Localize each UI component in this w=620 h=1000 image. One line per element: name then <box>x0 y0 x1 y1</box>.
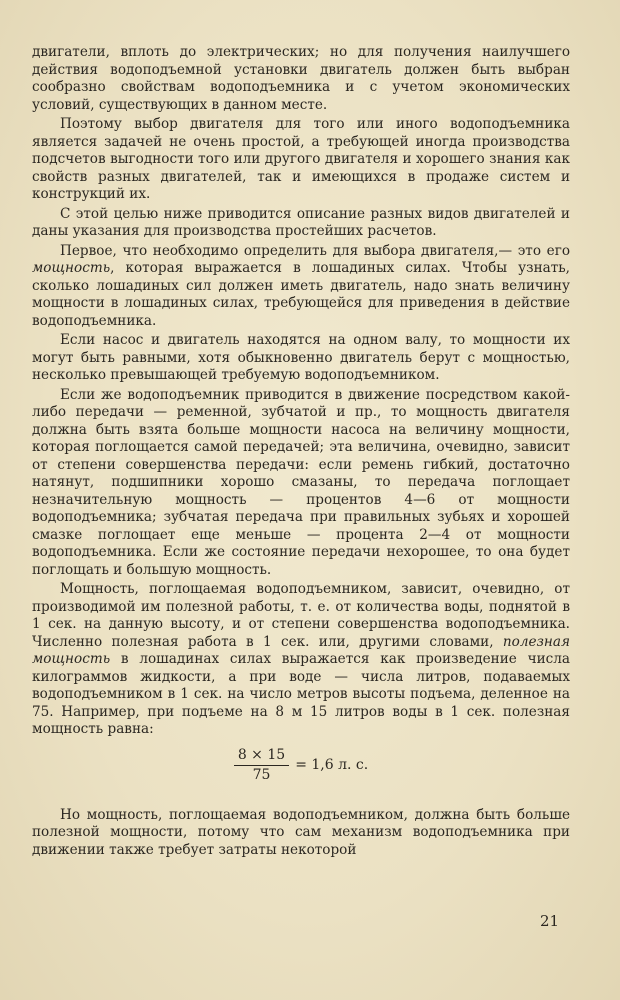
paragraph-8: Но мощность, поглощаемая водоподъемником, должна быть больше полезной мощности, потому что сам механизм водоподъемника при движении также требует затраты некоторой <box>32 806 570 858</box>
paragraph-4-text-end: , которая выражается в лошадиных силах. Чтобы узнать, сколько лошадиных сил должен иметь двигатель, надо знать величину мощности в лошадиных силах, требующейся для приведения в действие водоподъемника. <box>32 260 570 329</box>
formula-numerator: 8 × 15 <box>234 747 289 767</box>
paragraph-7-text-end: в лошадинах силах выражается как произведение числа килограммов жидкости, а при воде — числа литров, подаваемых водоподъемником в 1 сек. на число метров высоты подъема, деленное на 75. Например, при подъеме на 8 м 15 литров воды в 1 сек. полезная мощность равна: <box>32 651 570 737</box>
power-formula <box>32 747 570 785</box>
paragraph-7 <box>32 581 570 739</box>
term-power: мощность <box>32 260 111 276</box>
paragraph-4-text: Первое, что необходимо определить для выбора двигателя,— это его <box>60 242 570 259</box>
paragraph-4 <box>32 243 570 331</box>
paragraph-6: Если же водоподъемник приводится в движение посредством какой-либо передачи — ременной, зубчатой и пр., то мощность двигателя должна быть взята больше мощности насоса на величину мощности, которая поглощается самой передачей; эта величина, очевидно, зависит от степени совершенства передачи: если ремень гибкий, достаточно натянут, подшипники хорошо смазаны, то передача поглощает незначительную мощность — процентов 4—6 от мощности водоподъемника; зубчатая передача при правильных зубьях и хорошей смазке поглощает еще меньше — процента 2—4 от мощности водоподъемника. Если же состояние передачи нехорошее, то она будет поглощать и большую мощность. <box>32 386 570 578</box>
paragraph-2: Поэтому выбор двигателя для того или иного водоподъемника является задачей не очень простой, а требующей иногда производства подсчетов выгодности того или другого двигателя и хорошего знания как свойств разных двигателей, так и имеющихся в продаже систем и конструкций их. <box>32 116 570 202</box>
paragraph-7-text: Мощность, поглощаемая водоподъемником, зависит, очевидно, от производимой им полезной работы, т. е. от количества воды, поднятой в 1 сек. на данную высоту, и от степени совершенства водоподъемника. Численно полезная работа в 1 сек. или, другими словами, <box>32 581 570 650</box>
formula-fraction <box>234 747 289 785</box>
paragraph-1: двигатели, вплоть до электрических; но для получения наилучшего действия водоподъемной установки двигатель должен быть выбран сообразно свойствам водоподъемника и с учетом экономических условий, существующих в данном месте. <box>32 44 570 113</box>
term-useful-power: полезная мощность <box>32 633 570 667</box>
paragraph-3: С этой целью ниже приводится описание разных видов двигателей и даны указания для производства простейших расчетов. <box>32 205 570 239</box>
body-text <box>32 44 570 861</box>
paragraph-5: Если насос и двигатель находятся на одном валу, то мощности их могут быть равными, хотя обыкновенно двигатель берут с мощностью, несколько превышающей требуемую водоподъемником. <box>32 332 570 383</box>
formula-result: = 1,6 л. с. <box>295 756 369 773</box>
formula-denominator: 75 <box>252 767 271 783</box>
page-number: 21 <box>540 912 560 930</box>
